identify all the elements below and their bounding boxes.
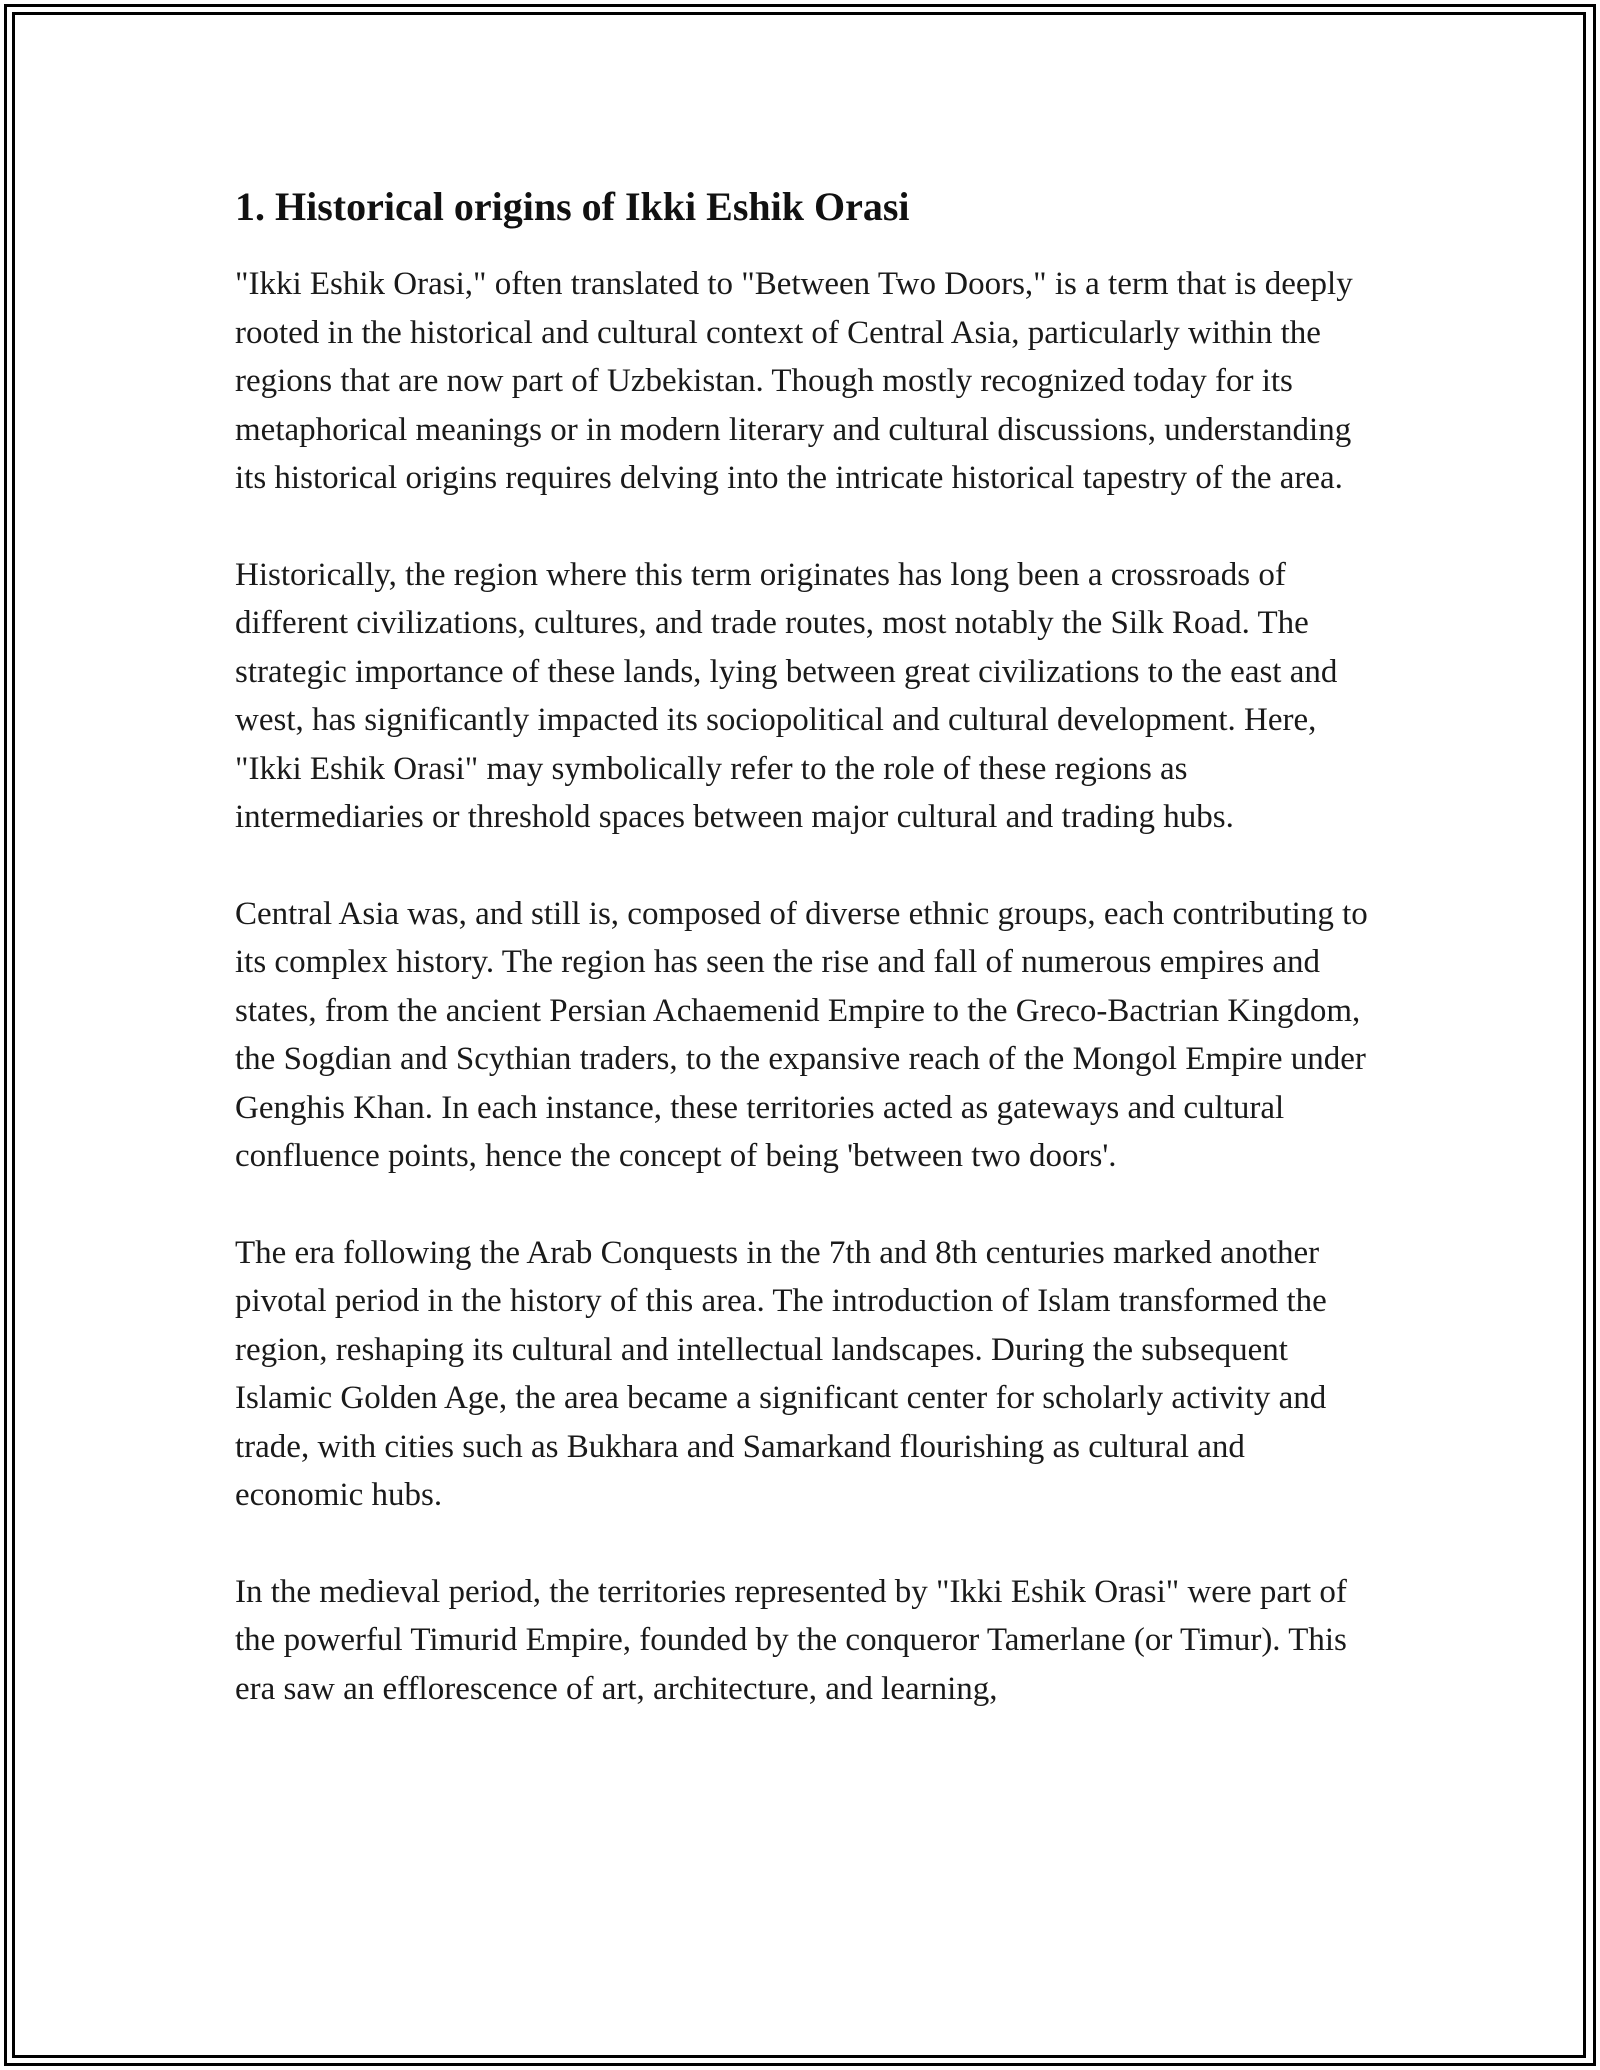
section-heading: 1. Historical origins of Ikki Eshik Orasi [235, 184, 910, 229]
paragraph-5: In the medieval period, the territories represented by "Ikki Eshik Orasi" were part of the powerful Timurid Empire, founded by the conqueror Tamerlane (or Timur). This era saw an efflorescence of art, architecture, and learning, [235, 1573, 1347, 1707]
paragraph-4: The era following the Arab Conquests in the 7th and 8th centuries marked another pivotal period in the history of this area. The introduction of Islam transformed the region, reshaping its cultural and intellectual landscapes. During the subsequent Islamic Golden Age, the area became a significant center for scholarly activity and trade, with cities such as Bukhara and Samarkand flourishing as cultural and economic hubs. [235, 1234, 1327, 1513]
paragraph-1: "Ikki Eshik Orasi," often translated to "Between Two Doors," is a term that is deeply rooted in the historical and cultural context of Central Asia, particularly within the regions that are now part of Uzbekistan. Though mostly recognized today for its metaphorical meanings or in modern literary and cultural discussions, understanding its historical origins requires delving into the intricate historical tapestry of the area. [235, 266, 1353, 496]
paragraph-3: Central Asia was, and still is, composed of diverse ethnic groups, each contributing to its complex history. The region has seen the rise and fall of numerous empires and states, from the ancient Persian Achaemenid Empire to the Greco-Bactrian Kingdom, the Sogdian and Scythian traders, to the expansive reach of the Mongol Empire under Genghis Khan. In each instance, these territories acted as gateways and cultural confluence points, hence the concept of being 'between two doors'. [235, 895, 1368, 1174]
document-body [235, 180, 1375, 1761]
paragraph-2: Historically, the region where this term originates has long been a crossroads of different civilizations, cultures, and trade routes, most notably the Silk Road. The strategic importance of these lands, lying between great civilizations to the east and west, has significantly impacted its sociopolitical and cultural development. Here, "Ikki Eshik Orasi" may symbolically refer to the role of these regions as intermediaries or threshold spaces between major cultural and trading hubs. [235, 556, 1338, 835]
